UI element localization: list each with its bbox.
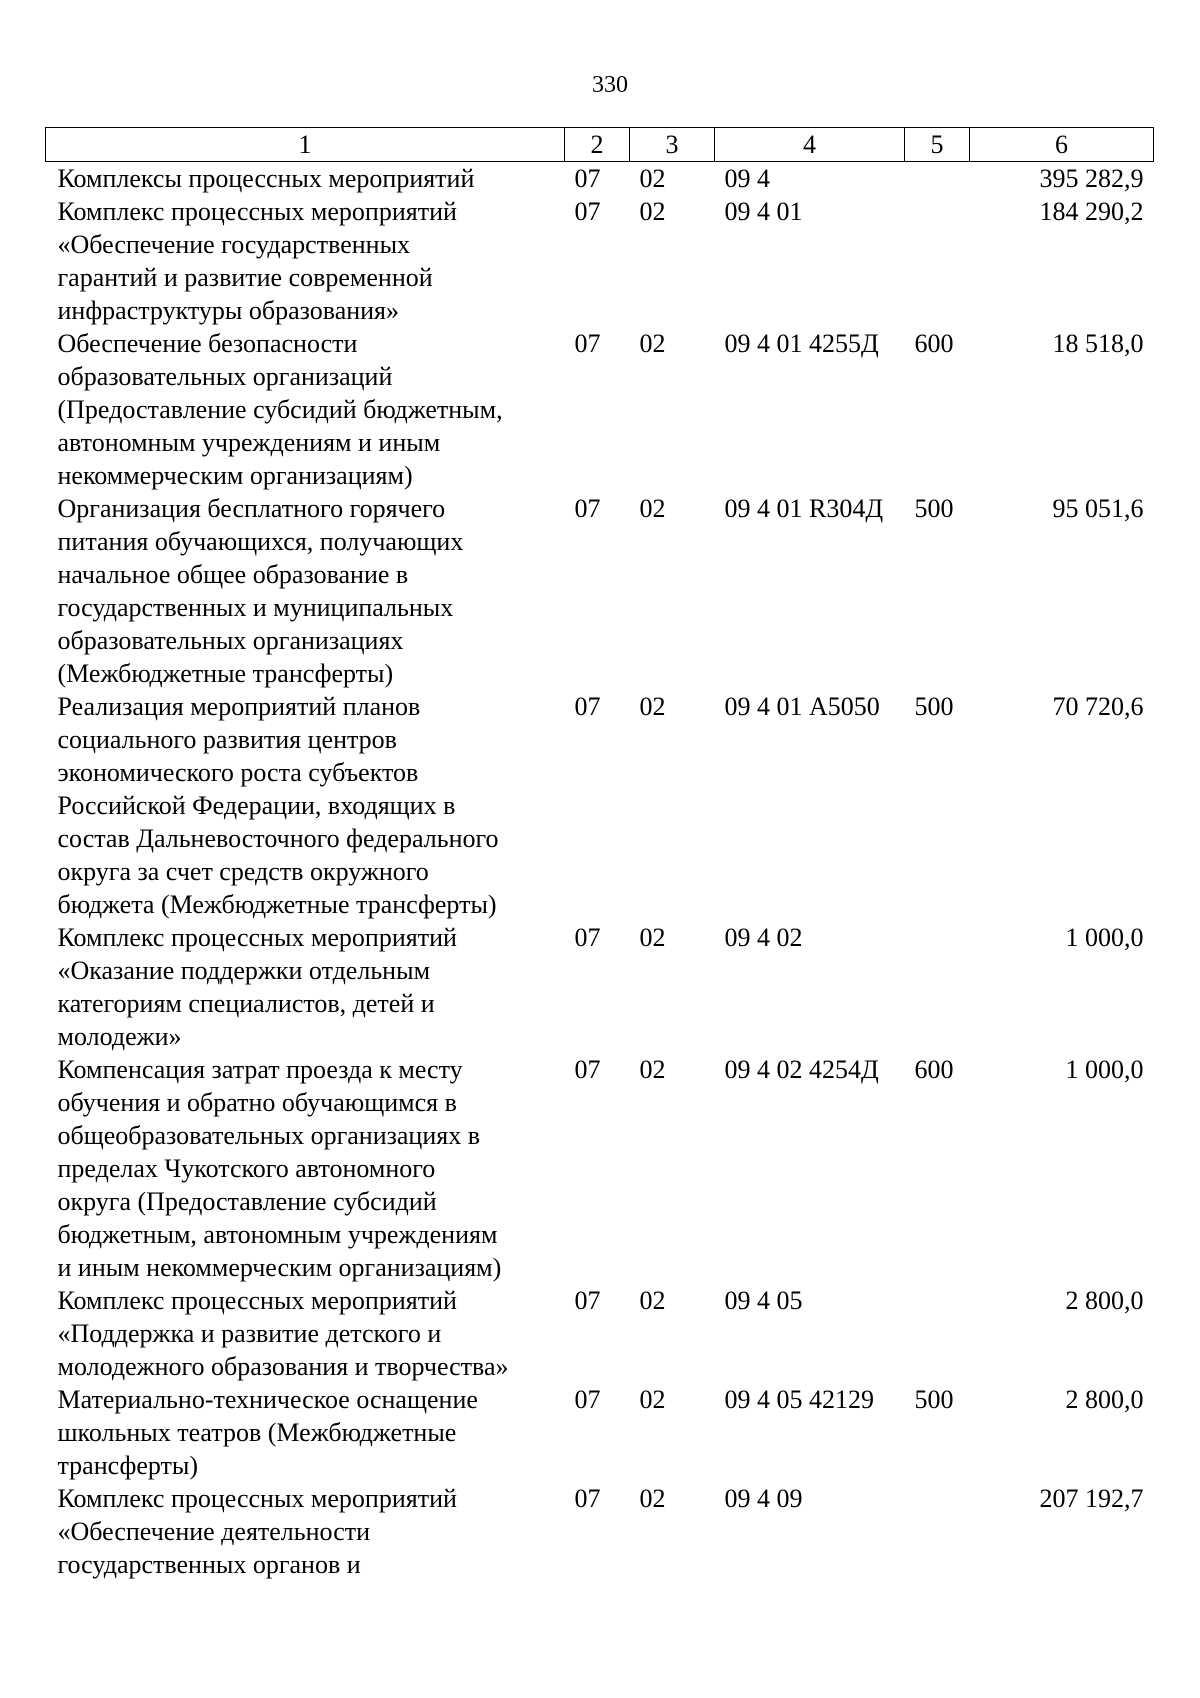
row-name-line: Комплекс процессных мероприятий: [57, 923, 457, 952]
target-article-cell: 09 4 01 А5050: [724, 692, 880, 721]
row-name-cell: [46, 162, 565, 196]
amount-cell: 1 000,0: [1065, 1055, 1144, 1084]
row-name-line: состав Дальневосточного федерального: [57, 824, 499, 853]
section-cell: 07: [574, 494, 601, 523]
target-article-cell: 09 4 01: [724, 197, 803, 226]
row-name-line: Материально-техническое оснащение: [57, 1385, 478, 1414]
row-name-line: Компенсация затрат проезда к месту: [57, 1055, 463, 1084]
section-cell: 07: [574, 1055, 601, 1084]
row-name-cell: [46, 492, 565, 690]
amount-cell: 395 282,9: [1039, 164, 1144, 193]
column-header-1: 1: [46, 128, 565, 162]
row-name-line: государственных и муниципальных: [57, 593, 454, 622]
amount-cell: 207 192,7: [1039, 1484, 1144, 1513]
row-name-line: инфраструктуры образования»: [57, 296, 400, 325]
subsection-cell: 02: [639, 197, 666, 226]
column-header-2: 2: [565, 128, 630, 162]
row-name-line: Российской Федерации, входящих в: [57, 791, 456, 820]
expense-type-cell: [905, 921, 970, 1053]
expense-type-cell: 500: [914, 494, 954, 523]
amount-cell: 2 800,0: [1065, 1286, 1144, 1315]
subsection-cell: 02: [639, 1286, 666, 1315]
target-article-cell: 09 4 05 42129: [724, 1385, 874, 1414]
row-name-cell: [46, 1053, 565, 1284]
table-row: [46, 1482, 1154, 1581]
page-number: 330: [592, 72, 628, 98]
row-name-line: экономического роста субъектов: [57, 758, 419, 787]
table-row: [46, 195, 1154, 327]
subsection-cell: 02: [639, 164, 666, 193]
amount-cell: 184 290,2: [1039, 197, 1144, 226]
amount-cell: 70 720,6: [1052, 692, 1144, 721]
row-name-line: Комплекс процессных мероприятий: [57, 197, 457, 226]
table-row: [46, 327, 1154, 492]
subsection-cell: 02: [639, 1385, 666, 1414]
target-article-cell: 09 4: [724, 164, 770, 193]
row-name-line: бюджетным, автономным учреждениям: [57, 1220, 498, 1249]
row-name-line: «Поддержка и развитие детского и: [57, 1319, 442, 1348]
target-article-cell: 09 4 05: [724, 1286, 803, 1315]
row-name-line: (Предоставление субсидий бюджетным,: [57, 395, 503, 424]
row-name-line: государственных органов и: [57, 1550, 361, 1579]
expense-type-cell: [905, 1482, 970, 1581]
row-name-line: «Оказание поддержки отдельным: [57, 956, 431, 985]
expense-type-cell: 600: [914, 1055, 954, 1084]
column-header-3: 3: [630, 128, 715, 162]
row-name-cell: [46, 1284, 565, 1383]
row-name-line: некоммерческим организациям): [57, 461, 413, 490]
row-name-line: начальное общее образование в: [57, 560, 409, 589]
table-row: [46, 690, 1154, 921]
target-article-cell: 09 4 02 4254Д: [724, 1055, 879, 1084]
row-name-cell: [46, 690, 565, 921]
row-name-line: молодежи»: [57, 1022, 182, 1051]
row-name-line: обучения и обратно обучающимся в: [57, 1088, 457, 1117]
expense-type-cell: 500: [914, 692, 954, 721]
row-name-line: и иным некоммерческим организациям): [57, 1253, 502, 1282]
budget-table: [45, 127, 1154, 1581]
subsection-cell: 02: [639, 329, 666, 358]
table-row: [46, 162, 1154, 196]
section-cell: 07: [574, 1286, 601, 1315]
section-cell: 07: [574, 164, 601, 193]
amount-cell: 1 000,0: [1065, 923, 1144, 952]
section-cell: 07: [574, 692, 601, 721]
row-name-line: автономным учреждениям и иным: [57, 428, 441, 457]
row-name-line: бюджета (Межбюджетные трансферты): [57, 890, 497, 919]
expense-type-cell: [905, 195, 970, 327]
row-name-line: трансферты): [57, 1451, 199, 1480]
row-name-line: Организация бесплатного горячего: [57, 494, 446, 523]
section-cell: 07: [574, 197, 601, 226]
row-name-line: общеобразовательных организациях в: [57, 1121, 480, 1150]
table-body: [46, 162, 1154, 1582]
row-name-line: Обеспечение безопасности: [57, 329, 358, 358]
row-name-cell: [46, 921, 565, 1053]
row-name-cell: [46, 327, 565, 492]
expense-type-cell: [905, 162, 970, 196]
target-article-cell: 09 4 02: [724, 923, 803, 952]
row-name-line: образовательных организациях: [57, 626, 404, 655]
row-name-line: молодежного образования и творчества»: [57, 1352, 509, 1381]
subsection-cell: 02: [639, 692, 666, 721]
expense-type-cell: [905, 1284, 970, 1383]
row-name-line: (Межбюджетные трансферты): [57, 659, 394, 688]
table-row: [46, 921, 1154, 1053]
section-cell: 07: [574, 329, 601, 358]
table-row: [46, 1383, 1154, 1482]
section-cell: 07: [574, 1385, 601, 1414]
row-name-line: категориям специалистов, детей и: [57, 989, 435, 1018]
row-name-line: питания обучающихся, получающих: [57, 527, 464, 556]
row-name-line: Комплексы процессных мероприятий: [57, 164, 475, 193]
row-name-line: пределах Чукотского автономного: [57, 1154, 436, 1183]
table-row: [46, 1284, 1154, 1383]
row-name-line: гарантий и развитие современной: [57, 263, 433, 292]
expense-type-cell: 500: [914, 1385, 954, 1414]
column-header-5: 5: [905, 128, 970, 162]
column-header-4: 4: [715, 128, 905, 162]
table-header-row: [46, 128, 1154, 162]
subsection-cell: 02: [639, 1055, 666, 1084]
column-header-6: 6: [970, 128, 1154, 162]
table-row: [46, 492, 1154, 690]
target-article-cell: 09 4 01 4255Д: [724, 329, 879, 358]
row-name-line: Комплекс процессных мероприятий: [57, 1286, 457, 1315]
row-name-cell: [46, 195, 565, 327]
target-article-cell: 09 4 09: [724, 1484, 803, 1513]
subsection-cell: 02: [639, 1484, 666, 1513]
row-name-cell: [46, 1482, 565, 1581]
amount-cell: 2 800,0: [1065, 1385, 1144, 1414]
row-name-line: Реализация мероприятий планов: [57, 692, 421, 721]
section-cell: 07: [574, 1484, 601, 1513]
row-name-line: социального развития центров: [57, 725, 397, 754]
target-article-cell: 09 4 01 R304Д: [724, 494, 884, 523]
expense-type-cell: 600: [914, 329, 954, 358]
row-name-cell: [46, 1383, 565, 1482]
subsection-cell: 02: [639, 923, 666, 952]
row-name-line: школьных театров (Межбюджетные: [57, 1418, 457, 1447]
subsection-cell: 02: [639, 494, 666, 523]
row-name-line: «Обеспечение государственных: [57, 230, 411, 259]
section-cell: 07: [574, 923, 601, 952]
amount-cell: 95 051,6: [1052, 494, 1144, 523]
amount-cell: 18 518,0: [1052, 329, 1144, 358]
row-name-line: Комплекс процессных мероприятий: [57, 1484, 457, 1513]
row-name-line: «Обеспечение деятельности: [57, 1517, 371, 1546]
row-name-line: округа (Предоставление субсидий: [57, 1187, 437, 1216]
table-row: [46, 1053, 1154, 1284]
row-name-line: образовательных организаций: [57, 362, 393, 391]
row-name-line: округа за счет средств окружного: [57, 857, 429, 886]
